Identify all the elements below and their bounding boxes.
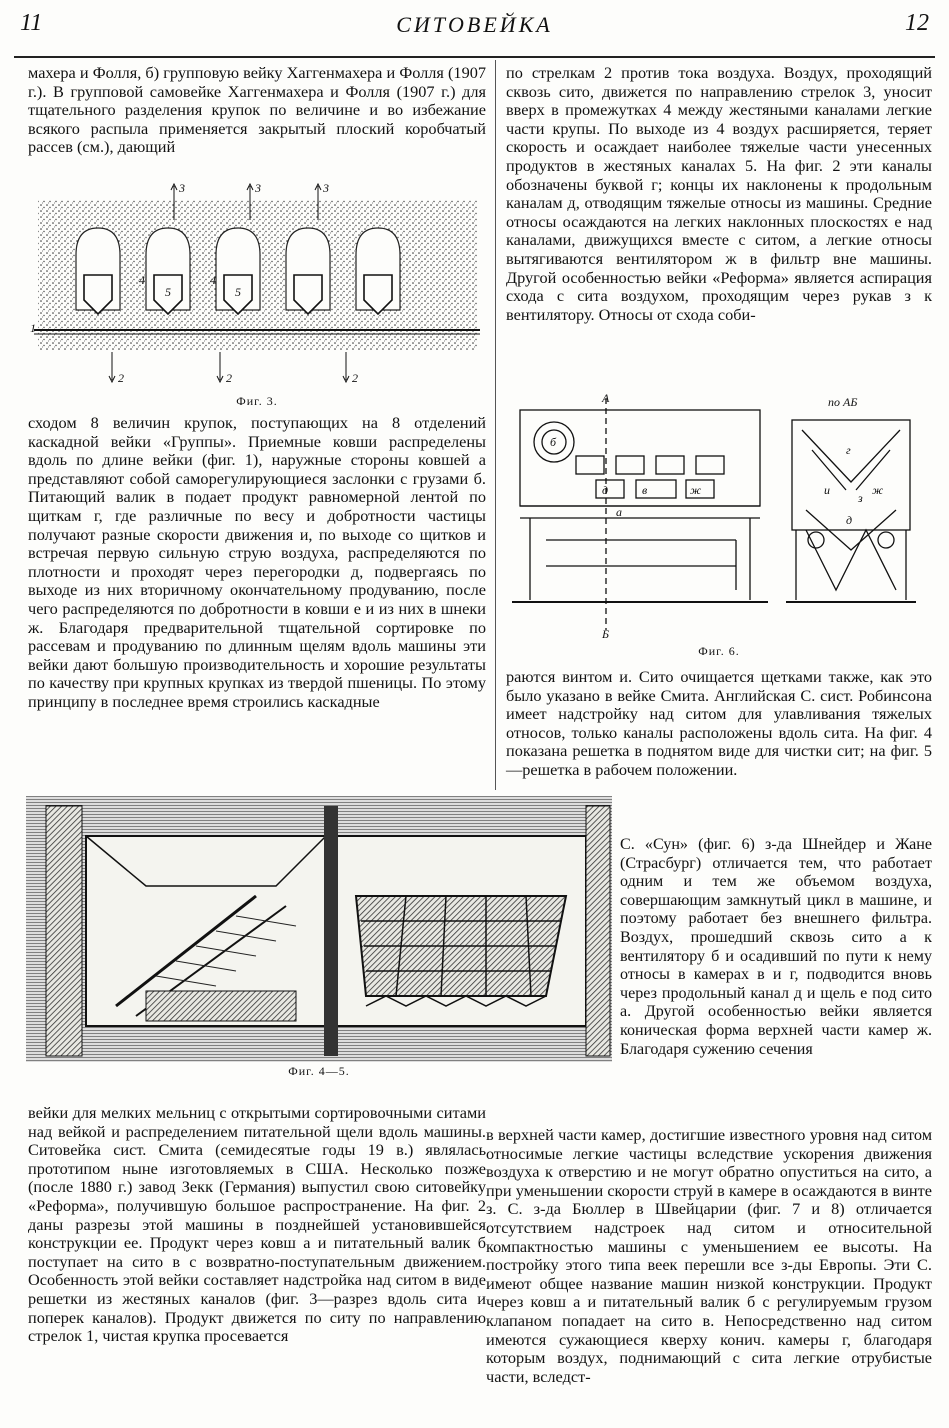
running-title: СИТОВЕЙКА [396,12,553,37]
fig6-part-label: ж [872,483,884,497]
fig3-label: 3 [179,181,185,195]
fig6-part-label: в [642,483,648,497]
fig3-label: 2 [226,371,232,385]
fig3-label: 3 [323,181,329,195]
paragraph: сходом 8 величин крупок, поступающих на 8 отделений каскадной вейки «Группы». Приемные ковши распределены вдоль по длине вейки (фиг. 1), наружные стороны ковшей а представляют собой саморегулирующиеся заслонки с грузами б. Питающий валик в подает продукт равномерной лентой по щиткам г, где различные по весу и добротности частицы получают разные скорости движения и, по выходе со щитков и встречая первую сильную струю воздуха, распределяются по плотности и проходят через перегородки д, подвергаясь по выходе из них вторичному окончательному продуванию, после чего распределяются по добротности в ковши е и из них в шнеки ж. Благодаря предварительной тщательной сортировке по рассевам и продуванию по длинным щелям вдоль машины эти вейки дают большую производительность и хорошие результаты по качеству при крупных крупках из твердой пшеницы. По этому принципу в последнее время строились каскадные [28,413,486,711]
column-left-middle [28,414,486,712]
figure-4-5-drawing [26,796,612,1062]
column-rule [495,60,496,790]
paragraph: махера и Фолля, б) групповую вейку Хаггенмахера и Фолля (1907 г.). В групповой самовейке Хаггенмахера и Фолля (1907 г.) для тщательного разделения крупок по величине и во избежание всякого распыла применяется закрытый плоский коробчатый рассев (см.), дающий [28,63,486,157]
paragraph: вейки для мелких мельниц с открытыми сортировочными ситами над вейкой и распределением питательной щели вдоль машины. Ситовейка сист. Смита (семидесятые годы 19 в.) являлась прототипом ныне изготовляемых в США. Несколько позже (после 1880 г.) завод Зекк (Германия) выпустил свою ситовейку «Реформа», получившую большое распространение. На фиг. 2 даны разрезы этой машины в позднейшей установившейся конструкции ее. Продукт через ковш а и питательный валик б поступает на сито в с возвратно-поступательным движением. Особенность этой вейки составляет надстройка над ситом в виде решетки из жестяных каналов (фиг. 3—разрез вдоль сита и поперек каналов). Продукт движется по ситу по направлению стрелок 1, чистая крупка просевается [28,1103,486,1346]
fig6-label-a: А [602,391,610,405]
figure-3 [28,180,486,412]
fig6-part-label: з [858,491,863,505]
figure-4-5 [26,796,612,1080]
fig6-label-b: Б [602,627,610,641]
column-right-middle [506,668,932,780]
fig3-label: 1 [30,321,36,335]
fig3-label: 5 [165,285,171,299]
paragraph: в верхней части камер, достигшие известного уровня над ситом относимые легкие частицы вследствие ускорения движения воздуха к отверстию и не могут обратно опуститься на сито, а при уменьшении скорости струй в камере в осаждаются в винте з. С. з-да Бюллер в Швейцарии (фиг. 7 и 8) отличается отсутствием надстроек над ситом и относительной компактностью машины с уменьшением ее высоты. На постройку этого типа веек перешли все з-ды Европы. Эти С. имеют общее название машин низкой конструкции. Продукт через ковш а и питательный валик б с регулируемым грузом клапаном попадает на сито в. Непосредственно над ситом имеются сужающиеся кверху конич. камеры г, благодаря которым воздух, поднимающий с сита легкие отрубистые части, вследст- [486,1125,932,1386]
fig6-section-label: по АБ [828,395,858,409]
running-header [14,8,935,42]
fig6-part-label: б [550,435,557,449]
figure-3-drawing [28,180,486,392]
page-number-left: 11 [20,10,43,36]
column-left-bottom [28,1104,486,1346]
figure-6 [506,390,932,662]
figure-6-drawing [506,390,932,642]
figure-3-caption: Фиг. 3. [236,394,278,408]
fig3-label: 4 [139,273,145,287]
fig6-part-label: д [602,483,609,497]
fig6-part-label: д [846,513,853,527]
header-rule [14,56,935,58]
column-right-top [506,64,932,324]
fig6-part-label: ж [690,483,702,497]
fig3-label: 3 [255,181,261,195]
figure-6-caption: Фиг. 6. [698,644,740,658]
column-right-bottom [486,1126,932,1386]
paragraph: раются винтом и. Сито очищается щетками также, как это было указано в вейке Смита. Английская С. сист. Робинсона имеет надстройку над ситом для улавливания тяжелых относов, только каналы расположены вдоль сита. На фиг. 4 показана решетка в поднятом виде для чистки сит; на фиг. 5—решетка в рабочем положении. [506,667,932,779]
fig6-part-label: а [616,505,622,519]
fig6-part-label: и [824,483,830,497]
paragraph: С. «Сун» (фиг. 6) з-да Шнейдер и Жане (Страсбург) отличается тем, что работает одним и тем же объемом воздуха, совершающим замкнутый цикл в машине, и поэтому работает без внешнего фильтра. Воздух, прошедший сквозь сито а к вентилятору б и осадивший по пути к нему относы в камерах в и г, подводится вновь через продольный канал д и щель е под сито а. Другой особенностью вейки является коническая форма верхней части камер ж. Благодаря сужению сечения [620,836,932,1058]
fig6-part-label: г [846,443,851,457]
fig3-label: 4 [210,273,216,287]
column-right-narrow [620,836,932,1059]
column-left-top [28,64,486,157]
page-number-right: 12 [905,10,929,36]
fig3-label: 2 [118,371,124,385]
fig3-label: 2 [352,371,358,385]
figure-4-5-caption: Фиг. 4—5. [288,1064,350,1078]
fig3-label: 5 [235,285,241,299]
paragraph: по стрелкам 2 против тока воздуха. Воздух, проходящий сквозь сито, движется по направлению стрелок 3, уносит вверх в промежутках 4 между жестяными каналами легкие части крупы. По выходе из 4 воздух расширяется, теряет скорость и осаждает наиболее тяжелые части унесенных продуктов в жестяных каналах 5. На фиг. 2 эти каналы обозначены буквой г; концы их наклонены к продольным каналам д, отводящим тяжелые относы из машины. Средние относы осаждаются на легких наклонных плоскостях е над каналами, движущихся вместе с ситом, а легкие относы вытягиваются вентилятором ж в фильтр вне машины. Другой особенностью вейки «Реформа» является аспирация схода с сита воздухом, проходящим через рукав з к вентилятору. Относы от схода соби- [506,63,932,324]
